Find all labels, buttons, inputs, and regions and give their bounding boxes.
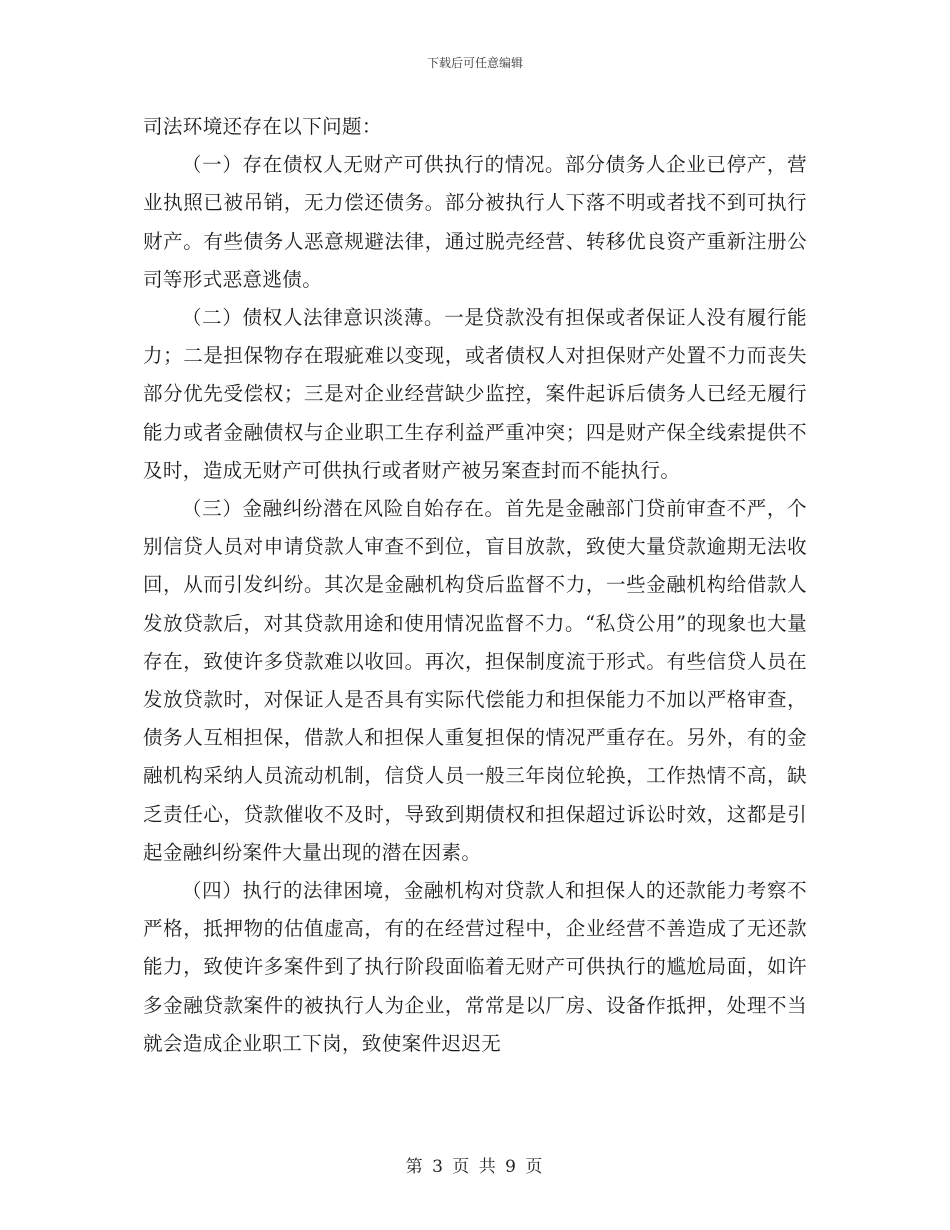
page-number: 第 3 页 共 9 页: [405, 1157, 545, 1177]
document-body: [143, 108, 807, 1063]
paragraph-item-3: （三）金融纠纷潜在风险自始存在。首先是金融部门贷前审查不严，个别信贷人员对申请贷款人审查不到位，盲目放款，致使大量贷款逾期无法收回，从而引发纠纷。其次是金融机构贷后监督不力，一些金融机构给借款人发放贷款后，对其贷款用途和使用情况监督不力。“私贷公用”的现象也大量存在，致使许多贷款难以收回。再次，担保制度流于形式。有些信贷人员在发放贷款时，对保证人是否具有实际代偿能力和担保能力不加以严格审查，债务人互相担保，借款人和担保人重复担保的情况严重存在。另外，有的金融机构采纳人员流动机制，信贷人员一般三年岗位轮换，工作热情不高，缺乏责任心，贷款催收不及时，导致到期债权和担保超过诉讼时效，这都是引起金融纠纷案件大量出现的潜在因素。: [143, 497, 807, 864]
page-header: 下载后可任意编辑: [426, 56, 523, 70]
paragraph-intro: 司法环境还存在以下问题：: [143, 115, 382, 138]
paragraph-item-4: （四）执行的法律困境，金融机构对贷款人和担保人的还款能力考察不严格，抵押物的估值虚高，有的在经营过程中，企业经营不善造成了无还款能力，致使许多案件到了执行阶段面临着无财产可供执行的尴尬局面，如许多金融贷款案件的被执行人为企业，常常是以厂房、设备作抵押，处理不当就会造成企业职工下岗，致使案件迟迟无: [143, 879, 807, 1055]
paragraph-item-2: （二）债权人法律意识淡薄。一是贷款没有担保或者保证人没有履行能力；二是担保物存在瑕疵难以变现，或者债权人对担保财产处置不力而丧失部分优先受偿权；三是对企业经营缺少监控，案件起诉后债务人已经无履行能力或者金融债权与企业职工生存利益严重冲突；四是财产保全线索提供不及时，造成无财产可供执行或者财产被另案查封而不能执行。: [143, 306, 807, 482]
paragraph-item-1: （一）存在债权人无财产可供执行的情况。部分债务人企业已停产，营业执照已被吊销，无力偿还债务。部分被执行人下落不明或者找不到可执行财产。有些债务人恶意规避法律，通过脱壳经营、转移优良资产重新注册公司等形式恶意逃债。: [143, 153, 807, 291]
